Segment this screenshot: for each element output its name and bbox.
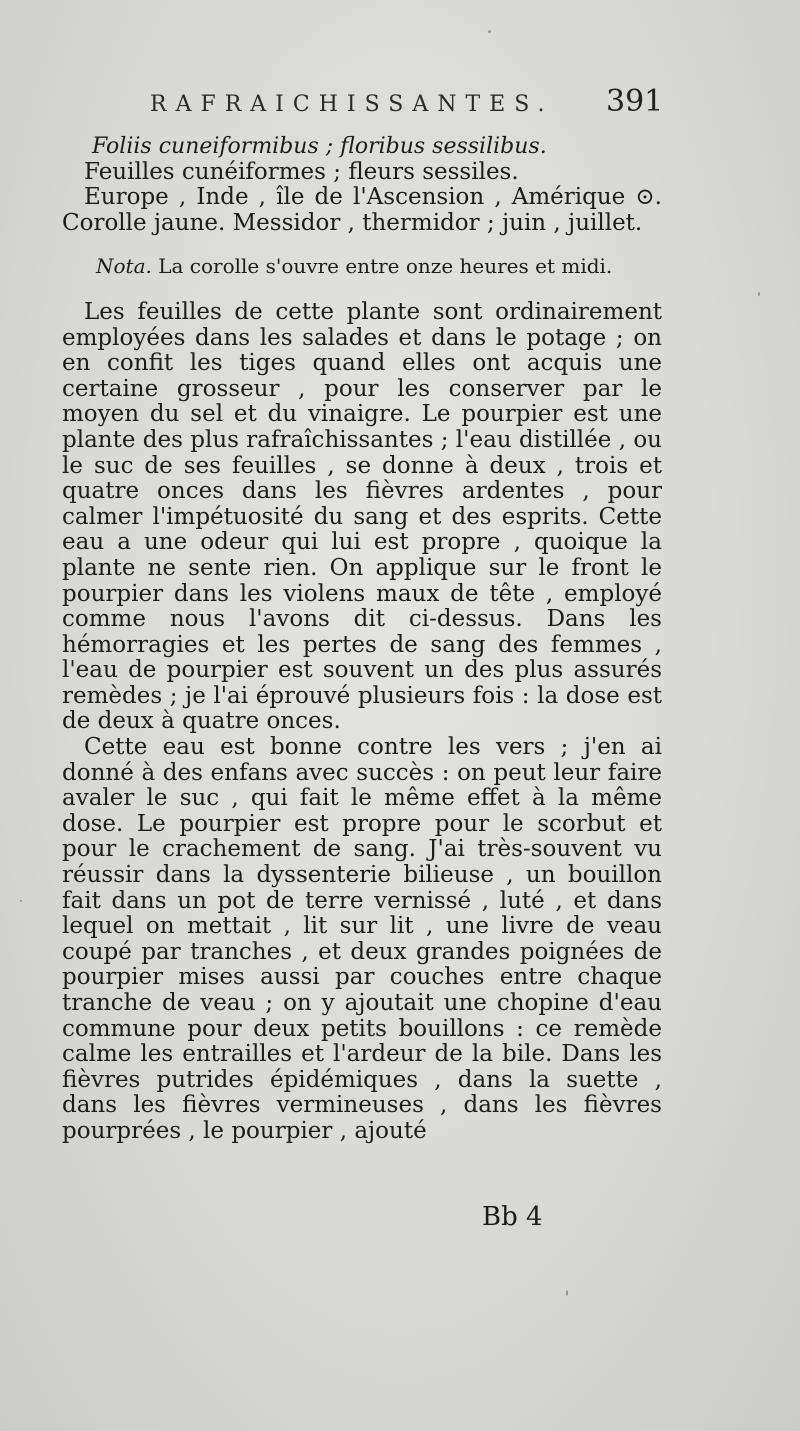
nota-label: Nota. (96, 254, 152, 279)
remedies-paragraph: Cette eau est bonne contre les vers ; j'en ai donné à des enfans avec succès : on peut leur faire avaler le suc , qui fait le même effet à la même dose. Le pourpier est propre pour le scorbut et pour le crachement de sang. J'ai très-souvent vu réussir dans la dyssenterie bilieuse , un bouillon fait dans un pot de terre vernissé , luté , et dans lequel on mettait , lit sur lit , une livre de veau coupé par tranches , et deux grandes poignées de pourpier mises aussi par couches entre chaque tranche de veau ; on y ajoutait une chopine d'eau commune pour deux petits bouillons : ce remède calme les entrailles et l'ardeur de la bile. Dans les fièvres putrides épidémiques , dans la suette , dans les fièvres vermineuses , dans les fièvres pourprées , le pourpier , ajouté (62, 734, 662, 1144)
nota-text: La corolle s'ouvre entre onze heures et midi. (158, 254, 613, 279)
paper-speck (488, 30, 491, 33)
distribution-paragraph: Europe , Inde , île de l'Ascension , Amérique ⊙. Corolle jaune. Messidor , thermidor ; juin , juillet. (62, 184, 662, 236)
latin-diagnosis: Foliis cuneiformibus ; floribus sessilibus. (92, 134, 547, 159)
uses-paragraph: Les feuilles de cette plante sont ordinairement employées dans les salades et dans le potage ; on en confit les tiges quand elles ont acquis une certaine grosseur , pour les conserver par le moyen du sel et du vinaigre. Le pourpier est une plante des plus rafraîchissantes ; l'eau distillée , ou le suc de ses feuilles , se donne à deux , trois et quatre onces dans les fièvres ardentes , pour calmer l'impétuosité du sang et des esprits. Cette eau a une odeur qui lui est propre , quoique la plante ne sente rien. On applique sur le front le pourpier dans les violens maux de tête , employé comme nous l'avons dit ci-dessus. Dans les hémorragies et les pertes de sang des femmes , l'eau de pourpier est souvent un des plus assurés remèdes ; je l'ai éprouvé plusieurs fois : la dose est de deux à quatre onces. (62, 298, 662, 735)
paper-speck (20, 900, 22, 902)
running-head: RAFRAICHISSANTES. (150, 92, 554, 117)
paper-speck (566, 1290, 568, 1296)
signature-mark: Bb 4 (482, 1202, 543, 1232)
french-diagnosis: Feuilles cunéiformes ; fleurs sessiles. (84, 158, 519, 185)
page-number: 391 (606, 84, 664, 119)
paper-speck (758, 292, 760, 296)
body-text (62, 134, 662, 1145)
nota-paragraph (62, 254, 662, 280)
